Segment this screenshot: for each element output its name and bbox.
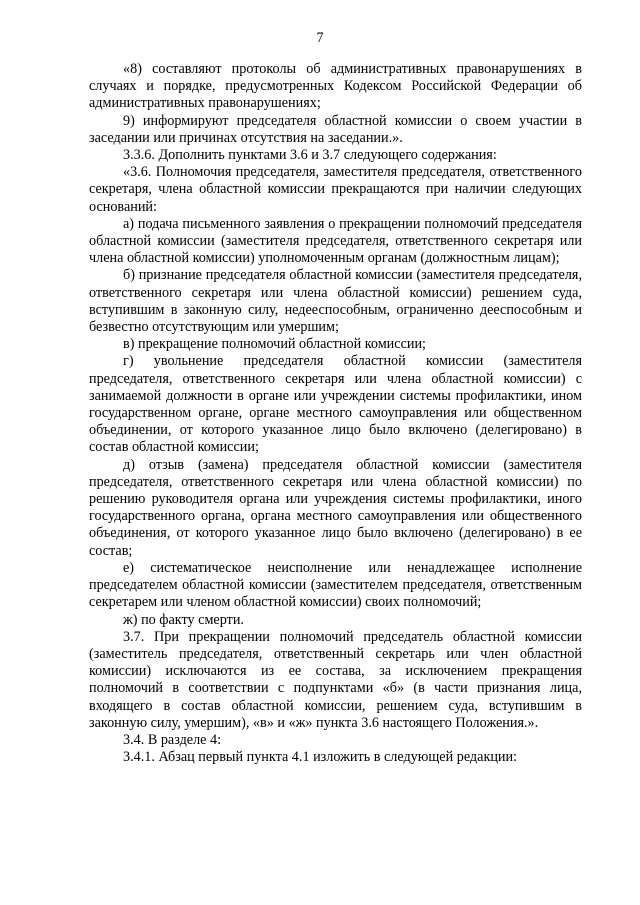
paragraph-3-6-a: а) подача письменного заявления о прекращении полномочий председателя областной комиссии (заместителя председателя, ответственного секретаря или члена областной комиссии) уполномоченным органам (должностным лицам); bbox=[89, 215, 582, 267]
document-body bbox=[89, 61, 582, 766]
paragraph-3-6: «3.6. Полномочия председателя, заместителя председателя, ответственного секретаря, члена областной комиссии прекращаются при наличии следующих оснований: bbox=[89, 164, 582, 215]
page-number: 7 bbox=[316, 30, 324, 46]
paragraph-3-7: 3.7. При прекращении полномочий председатель областной комиссии (заместитель председателя, ответственный секретарь или член областной комиссии) исключаются из ее состава, за исключением прекращения полномочий в соответствии с подпунктами «б» (в части признания лица, входящего в состав областной комиссии, решением суда, вступившим в законную силу, умершим), «в» и «ж» пункта 3.6 настоящего Положения.». bbox=[89, 628, 582, 731]
paragraph-3-6-g: г) увольнение председателя областной комиссии (заместителя председателя, ответственного секретаря или члена областной комиссии) с занимаемой должности в органе или учреждении системы профилактики, ином государственном органе, органе местного самоуправления или общественном объединении, от которого указанное лицо было включено (делегировано) в состав областной комиссии; bbox=[89, 353, 582, 456]
paragraph-item-9: 9) информируют председателя областной комиссии о своем участии в заседании или причинах отсутствия на заседании.». bbox=[89, 112, 582, 146]
paragraph-3-6-zh: ж) по факту смерти. bbox=[123, 611, 244, 628]
paragraph-3-6-e: е) систематическое неисполнение или ненадлежащее исполнение председателем областной комиссии (заместителем председателя, ответственным секретарем или членом областной комиссии) своих полномочий; bbox=[89, 559, 582, 611]
paragraph-3-6-b: б) признание председателя областной комиссии (заместителя председателя, ответственного секретаря или члена областной комиссии) решением суда, вступившим в законную силу, недееспособным, ограниченно дееспособным и безвестно отсутствующим или умершим; bbox=[89, 267, 582, 336]
paragraph-3-4-1: 3.4.1. Абзац первый пункта 4.1 изложить в следующей редакции: bbox=[123, 749, 518, 766]
paragraph-item-8: «8) составляют протоколы об административных правонарушениях в случаях и порядке, предусмотренных Кодексом Российской Федерации об административных правонарушениях; bbox=[89, 61, 582, 112]
paragraph-3-3-6: 3.3.6. Дополнить пунктами 3.6 и 3.7 следующего содержания: bbox=[123, 147, 497, 164]
paragraph-3-6-d: д) отзыв (замена) председателя областной комиссии (заместителя председателя, ответственного секретаря или члена областной комиссии) по решению руководителя органа или учреждения системы профилактики, иного государственного органа, органа местного самоуправления или общественного объединения, от которого указанное лицо было включено (делегировано) в ее состав; bbox=[89, 456, 582, 559]
paragraph-3-6-v: в) прекращение полномочий областной комиссии; bbox=[123, 336, 426, 353]
paragraph-3-4: 3.4. В разделе 4: bbox=[123, 731, 222, 748]
